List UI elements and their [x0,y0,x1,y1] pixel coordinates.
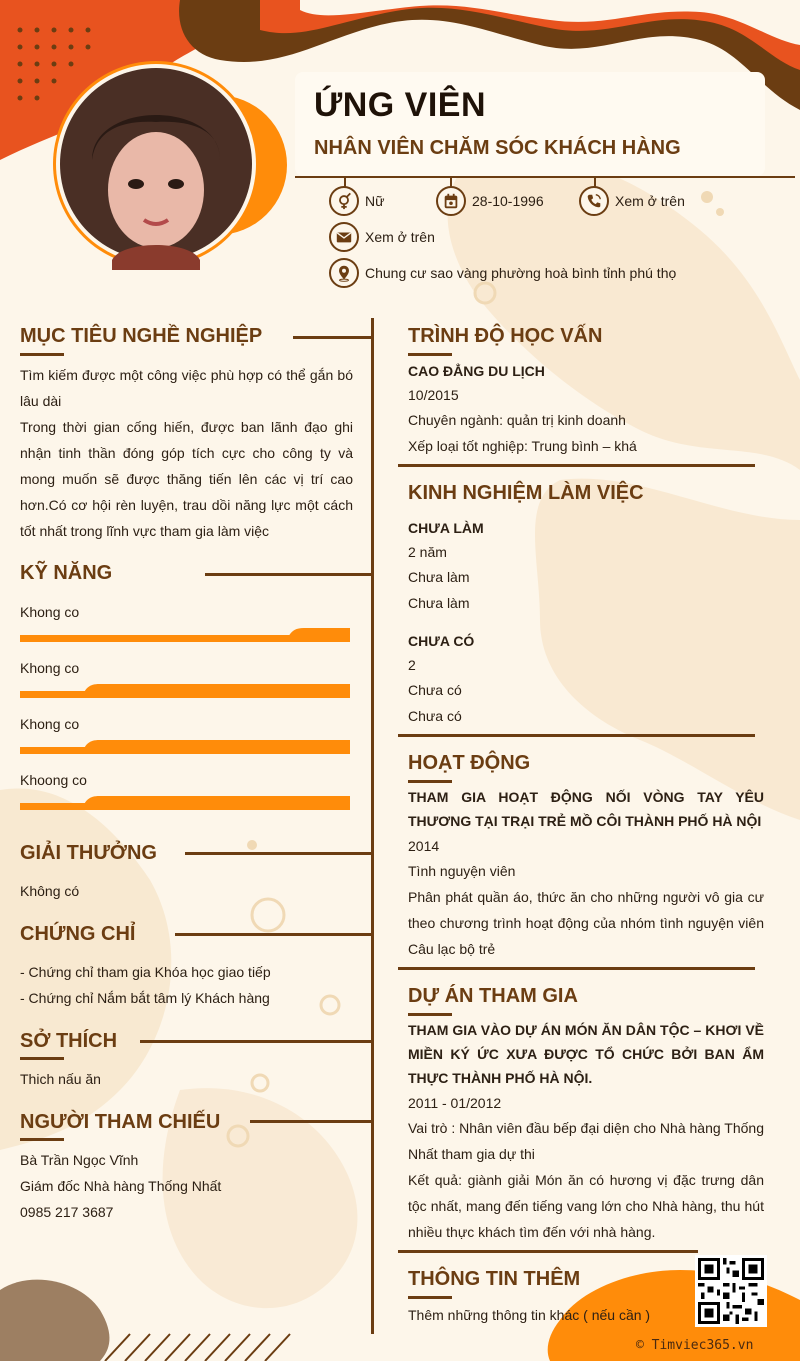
skill-bar [20,684,350,696]
skill-label: Khoong co [20,772,87,788]
education-major: Chuyên ngành: quản trị kinh doanh [408,412,626,428]
experience-detail: Chưa làm [408,595,470,611]
section-rule [293,336,373,339]
education-date: 10/2015 [408,387,459,403]
calendar-icon [436,186,466,216]
section-rule [398,967,755,970]
reference-phone: 0985 217 3687 [20,1204,114,1220]
section-rule [250,1120,373,1123]
activity-name: THAM GIA HOẠT ĐỘNG NỐI VÒNG TAY YÊU THƯƠNG TẠI TRẠI TRẺ MỒ CÔI THÀNH PHỐ HÀ NỘI [408,789,764,829]
activities-title: HOẠT ĐỘNG [408,752,531,774]
location-icon [329,258,359,288]
section-rule [205,573,373,576]
section-underline [20,1057,64,1060]
objective-text: Tìm kiếm được một công việc phù hợp có thể gắn bó lâu dài Trong thời gian cống hiến, được ban lãnh đạo ghi nhận tinh thần đóng góp tích cực cho công ty và mong muốn sẽ được thăng tiến lên các vị trí cao hơn.Có cơ hội rèn luyện, trau dồi năng lực một cách tốt nhất trong lĩnh vực tham gia làm việc [20,367,353,539]
certificate-item: - Chứng chỉ Nắm bắt tâm lý Khách hàng [20,990,270,1006]
section-underline [408,1296,452,1299]
section-rule [185,852,373,855]
project-role: Vai trò : Nhân viên đầu bếp đại diện cho Nhà hàng Thống Nhất tham gia dự thi [408,1120,764,1162]
skill-bar-fill [286,628,350,642]
education-title: TRÌNH ĐỘ HỌC VẤN [408,325,603,347]
project-result: Kết quả: giành giải Món ăn có hương vị đặc trưng dân tộc nhất, mang đến tiếng vang lớn cho Nhà hàng, thu hút nhiều thực khách tìm đến với nhà hàng. [408,1172,764,1240]
phone-icon [579,186,609,216]
section-rule [398,464,755,467]
qr-code [695,1255,767,1327]
experience-company: CHƯA CÓ [408,633,475,649]
certificate-item: - Chứng chỉ tham gia Khóa học giao tiếp [20,964,271,980]
reference-role: Giám đốc Nhà hàng Thống Nhất [20,1178,222,1194]
awards-title: GIẢI THƯỞNG [20,842,157,864]
experience-time: 2 năm [408,544,447,560]
extra-text: Thêm những thông tin khác ( nếu cần ) [408,1307,651,1323]
skill-bar-graphic [20,684,350,698]
hobbies-title: SỞ THÍCH [20,1030,118,1052]
candidate-name: ỨNG VIÊN [314,86,487,124]
info-gender [329,186,384,216]
birthday-value: 28-10-1996 [472,193,544,209]
skill-bar-graphic [20,740,350,754]
info-address [329,258,676,288]
education-grade: Xếp loại tốt nghiệp: Trung bình – khá [408,438,637,454]
skill-bar-graphic [20,796,350,810]
objective-title: MỤC TIÊU NGHỀ NGHIỆP [20,325,263,347]
job-position: NHÂN VIÊN CHĂM SÓC KHÁCH HÀNG [314,137,681,159]
section-underline [408,780,452,783]
section-rule [140,1040,373,1043]
project-name: THAM GIA VÀO DỰ ÁN MÓN ĂN DÂN TỘC – KHƠI VỀ MIỀN KÝ ỨC XƯA ĐƯỢC TỔ CHỨC BỞI BAN ẨM THỰC THÀNH PHỐ HÀ NỘI. [408,1022,764,1086]
awards-text: Không có [20,883,80,899]
email-value: Xem ở trên [365,229,435,245]
section-underline [408,353,452,356]
skill-bar-fill [81,740,350,754]
info-email [329,222,435,252]
skill-bar [20,740,350,752]
gender-icon [329,186,359,216]
certificates-title: CHỨNG CHỈ [20,923,136,945]
mail-icon [329,222,359,252]
header-connector [295,176,795,178]
avatar [52,60,264,272]
section-underline [408,1013,452,1016]
skill-label: Khong co [20,716,80,732]
timeline-divider [371,318,374,1334]
extra-title: THÔNG TIN THÊM [408,1268,581,1290]
gender-value: Nữ [365,193,385,209]
activity-year: 2014 [408,838,440,854]
experience-detail: Chưa làm [408,569,470,585]
experience-title: KINH NGHIỆM LÀM VIỆC [408,482,644,504]
section-rule [398,1250,698,1253]
phone-value: Xem ở trên [615,193,685,209]
experience-detail: Chưa có [408,708,462,724]
activity-role: Tình nguyện viên [408,863,516,879]
skill-label: Khong co [20,604,80,620]
skill-label: Khong co [20,660,80,676]
section-rule [398,734,755,737]
reference-name: Bà Trần Ngọc Vĩnh [20,1152,139,1168]
skill-bar [20,628,350,640]
skill-bar-fill [81,796,350,810]
info-phone [579,186,685,216]
info-birthday [436,186,544,216]
section-underline [20,1138,64,1141]
section-rule [175,933,373,936]
brand-watermark: © Timviec365.vn [636,1338,754,1353]
projects-title: DỰ ÁN THAM GIA [408,985,578,1007]
address-value: Chung cư sao vàng phường hoà bình tỉnh phú thọ [365,265,677,281]
experience-company: CHƯA LÀM [408,520,484,536]
skills-title: KỸ NĂNG [20,562,113,584]
skill-bar-graphic [20,628,350,642]
experience-time: 2 [408,657,416,673]
skill-bar-fill [81,684,350,698]
skill-bar [20,796,350,808]
references-title: NGƯỜI THAM CHIẾU [20,1111,221,1133]
experience-detail: Chưa có [408,682,462,698]
section-underline [20,353,64,356]
activity-desc: Phân phát quần áo, thức ăn cho những người vô gia cư theo chương trình hoạt động của nhóm tình nguyện viên Câu lạc bộ trẻ [408,889,764,957]
hobbies-text: Thich nấu ăn [20,1071,101,1087]
project-time: 2011 - 01/2012 [408,1095,502,1111]
education-school: CAO ĐẲNG DU LỊCH [408,363,545,379]
